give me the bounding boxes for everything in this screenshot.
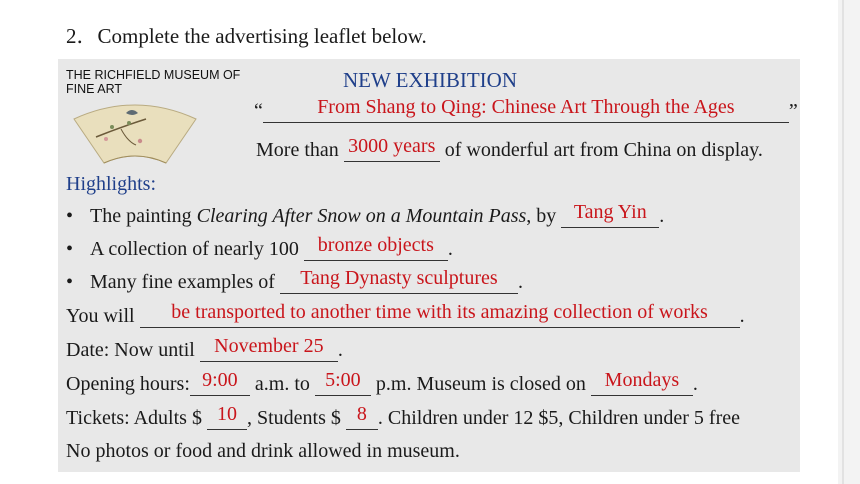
fan-painting-image	[66, 97, 204, 167]
tickets-text: Tickets: Adults $	[66, 407, 207, 429]
question-heading: 2．Complete the advertising leaflet below.	[66, 24, 427, 48]
answer-collection: bronze objects	[317, 234, 434, 256]
close-quote: ”	[788, 100, 798, 122]
am-to-text: a.m. to	[249, 373, 315, 395]
collection-blank	[304, 234, 448, 261]
museum-name: THE RICHFIELD MUSEUM OF FINE ART	[66, 68, 241, 96]
period: .	[659, 205, 665, 227]
more-than-line	[256, 135, 763, 162]
answer-painter: Tang Yin	[573, 201, 647, 223]
exhibition-heading: NEW EXHIBITION	[343, 68, 517, 92]
children-price-text: . Children under 12 $5, Children under 5 free	[377, 407, 741, 429]
answer-close-time: 5:00	[325, 369, 361, 391]
hours-text: Opening hours:	[66, 373, 190, 395]
period: .	[692, 373, 698, 395]
period: .	[447, 238, 453, 260]
adult-price-blank	[207, 403, 247, 430]
answer-you-will: be transported to another time with its amazing collection of works	[171, 301, 708, 323]
answer-adult-price: 10	[216, 403, 237, 425]
opening-hours-line	[66, 369, 698, 396]
painting-text: The painting	[90, 205, 197, 227]
bullet-sculptures	[66, 267, 523, 294]
bullet-marker: •	[66, 205, 74, 227]
you-will-line	[66, 301, 745, 328]
bullet-collection	[66, 234, 453, 261]
bullet-marker: •	[66, 238, 74, 260]
page-edge-decoration	[838, 0, 860, 484]
period: .	[739, 305, 745, 327]
painting-title: Clearing After Snow on a Mountain Pass	[196, 205, 527, 227]
close-time-blank	[315, 369, 371, 396]
date-blank	[200, 335, 338, 362]
painter-blank	[561, 201, 659, 228]
you-will-blank	[140, 301, 740, 328]
tickets-line	[66, 403, 741, 430]
closed-day-blank	[591, 369, 693, 396]
closed-on-text: p.m. Museum is closed on	[370, 373, 591, 395]
bullet-marker: •	[66, 271, 74, 293]
examples-text: Many fine examples of	[90, 271, 280, 293]
answer-sculptures: Tang Dynasty sculptures	[300, 267, 498, 289]
sculptures-blank	[280, 267, 518, 294]
open-quote: “	[254, 100, 263, 122]
open-time-blank	[190, 369, 250, 396]
bullet-painting	[66, 201, 665, 228]
by-text: , by	[526, 205, 562, 227]
more-than-text: More than	[256, 139, 344, 161]
student-price-blank	[346, 403, 378, 430]
date-line	[66, 335, 343, 362]
answer-closed-day: Mondays	[604, 369, 680, 391]
answer-exhibition-title: From Shang to Qing: Chinese Art Through the Ages	[317, 96, 735, 118]
period: .	[517, 271, 523, 293]
highlights-heading: Highlights:	[66, 173, 157, 195]
period: .	[337, 339, 343, 361]
exhibition-title-line	[254, 96, 798, 123]
leaflet-panel	[58, 59, 800, 472]
students-text: , Students $	[246, 407, 346, 429]
date-text: Date: Now until	[66, 339, 200, 361]
years-blank	[344, 135, 440, 162]
title-blank	[263, 96, 789, 123]
answer-years: 3000 years	[348, 135, 436, 157]
collection-text: A collection of nearly 100	[90, 238, 304, 260]
rules-line: No photos or food and drink allowed in museum.	[66, 440, 460, 462]
on-display-text: of wonderful art from China on display.	[439, 139, 763, 161]
answer-open-time: 9:00	[202, 369, 238, 391]
answer-student-price: 8	[356, 403, 367, 425]
you-will-text: You will	[66, 305, 140, 327]
answer-date: November 25	[214, 335, 324, 357]
